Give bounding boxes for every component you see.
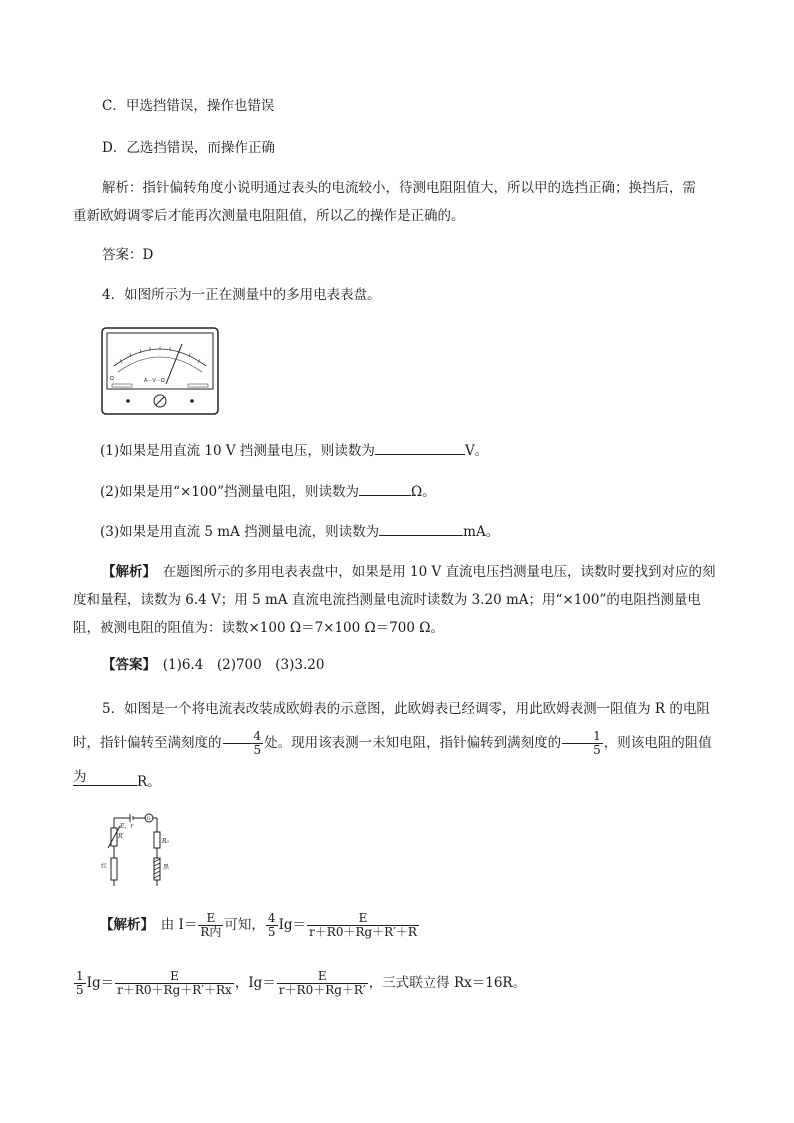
frac-den: r＋R0＋Rg＋R′＋Rx — [117, 983, 232, 997]
q5-stem — [73, 692, 723, 794]
q4-stem: 4．如图所示为一正在测量中的多用电表表盘。 — [102, 287, 381, 303]
fraction-one-fifth — [562, 730, 603, 757]
q4-part1-unit: V。 — [464, 443, 489, 459]
q3-analysis-line1: 解析：指针偏转角度小说明通过表头的电流较小，待测电阻阻值大，所以甲的选挡正确；换挡后，需 — [102, 180, 696, 196]
option-c: C．甲选挡错误，操作也错误 — [102, 98, 275, 114]
circuit-label-black: 黑 — [163, 864, 170, 871]
q5-analysis-line2 — [73, 966, 526, 1000]
q4-part1 — [100, 440, 488, 461]
frac-den: r＋R0＋Rg＋R′ — [278, 983, 366, 997]
q4-analysis — [73, 558, 723, 642]
formula-fraction-one-fifth — [74, 970, 86, 997]
formula-fraction-e-over-sum-rx — [115, 970, 234, 997]
q4-part2 — [100, 481, 436, 502]
q4-part3 — [100, 521, 499, 542]
answer-blank-3 — [379, 521, 463, 536]
q4-answer-tag: 【答案】 — [102, 657, 150, 673]
circuit-label-er: E，r — [120, 823, 134, 830]
frac-num: E — [198, 912, 223, 926]
q4-answer — [102, 655, 324, 675]
frac-num: E — [307, 912, 419, 926]
frac-den: 5 — [76, 983, 84, 997]
q4-part2-unit: Ω。 — [411, 484, 436, 500]
frac-num: E — [115, 970, 234, 984]
frac-den: R内 — [200, 925, 222, 939]
q4-part3-text: (3)如果是用直流 5 mA 挡测量电流，则读数为 — [100, 524, 380, 540]
formula-prefix: 由 I＝ — [147, 917, 198, 933]
q5-analysis-tag: 【解析】 — [100, 917, 148, 933]
circuit-label-red: 红 — [101, 863, 108, 870]
formula-fraction-four-fifths — [266, 912, 278, 939]
q3-analysis-line2: 重新欧姆调零后才能再次测量电阻阻值，所以乙的操作是正确的。 — [73, 208, 465, 224]
circuit-label-r0: R₀ — [162, 838, 169, 845]
frac-den: r＋R0＋Rg＋R′＋R — [309, 925, 417, 939]
option-d: D．乙选挡错误，而操作正确 — [102, 140, 275, 156]
formula-fraction-e-over-sum-r — [307, 912, 419, 939]
dial-ohm-label: Ω — [110, 376, 114, 382]
formula-mid: 可知， — [224, 917, 265, 933]
formula-ig: Ig — [278, 917, 293, 933]
q4-analysis-tag: 【解析】 — [102, 564, 150, 580]
q5-analysis-line1 — [100, 908, 420, 942]
formula-ig-3: Ig — [248, 975, 263, 991]
q4-part2-text: (2)如果是用“×100”挡测量电阻，则读数为 — [100, 484, 360, 500]
q5-stem-end — [73, 771, 161, 792]
frac-num: E — [277, 970, 368, 984]
q5-stem-a: 5．如图是一个将电流表改装成欧姆表的示意图，此欧姆表已经调零，用此欧姆表测一阻值为 R 的电阻时，指针偏转至满刻度的 — [73, 701, 710, 751]
formula-equals: ＝ — [292, 917, 307, 933]
formula-equals-3: ＝ — [262, 975, 276, 991]
formula-fraction-e-over-rin — [198, 912, 223, 939]
formula-ig-2: Ig — [86, 975, 101, 991]
frac-num: 4 — [267, 911, 276, 925]
q4-part1-text: (1)如果是用直流 10 V 挡测量电压，则读数为 — [100, 443, 375, 459]
circuit-label-rprime: R′ — [118, 833, 124, 840]
frac-den: 5 — [593, 743, 601, 757]
answer-blank-4 — [73, 771, 137, 786]
multimeter-dial-figure — [100, 326, 220, 416]
answer-blank-1 — [375, 440, 465, 455]
q5-stem-c: ，则该电阻的阻值为 — [73, 735, 712, 785]
q4-analysis-text: 在题图所示的多用电表表盘中，如果是用 10 V 直流电压挡测量电压，读数时要找到对应的刻度和量程，读数为 6.4 V；用 5 mA 直流电流挡测量电流时读数为 3.20 mA；用“×100”的电阻挡测量电阻，被测电阻的阻值为：读数×100 Ω＝7×100 Ω＝700 Ω。 — [73, 564, 716, 636]
circuit-label-g: G — [146, 816, 151, 822]
dial-bottom-label: A－V－Ω — [144, 378, 165, 384]
frac-num: 1 — [76, 969, 84, 983]
formula-comma: ， — [234, 975, 249, 991]
formula-equals-2: ＝ — [100, 975, 115, 991]
formula-conclusion: ，三式联立得 Rx＝16R。 — [368, 975, 527, 991]
frac-den: 5 — [253, 743, 262, 757]
frac-num: 4 — [223, 730, 264, 744]
q5-stem-b: 处。现用该表测一未知电阻，指针偏转到满刻度的 — [264, 735, 562, 751]
ohmmeter-circuit-figure — [100, 806, 180, 888]
frac-den: 5 — [267, 925, 276, 939]
q4-part3-unit: mA。 — [463, 524, 500, 540]
answer-blank-2 — [359, 481, 411, 496]
q5-stem-unit: R。 — [137, 774, 161, 790]
q3-answer: 答案：D — [102, 247, 154, 263]
fraction-four-fifths — [223, 730, 264, 757]
frac-num: 1 — [562, 730, 603, 744]
q4-answer-text: (1)6.4 (2)700 (3)3.20 — [149, 657, 325, 673]
formula-fraction-e-over-internal — [277, 970, 368, 997]
